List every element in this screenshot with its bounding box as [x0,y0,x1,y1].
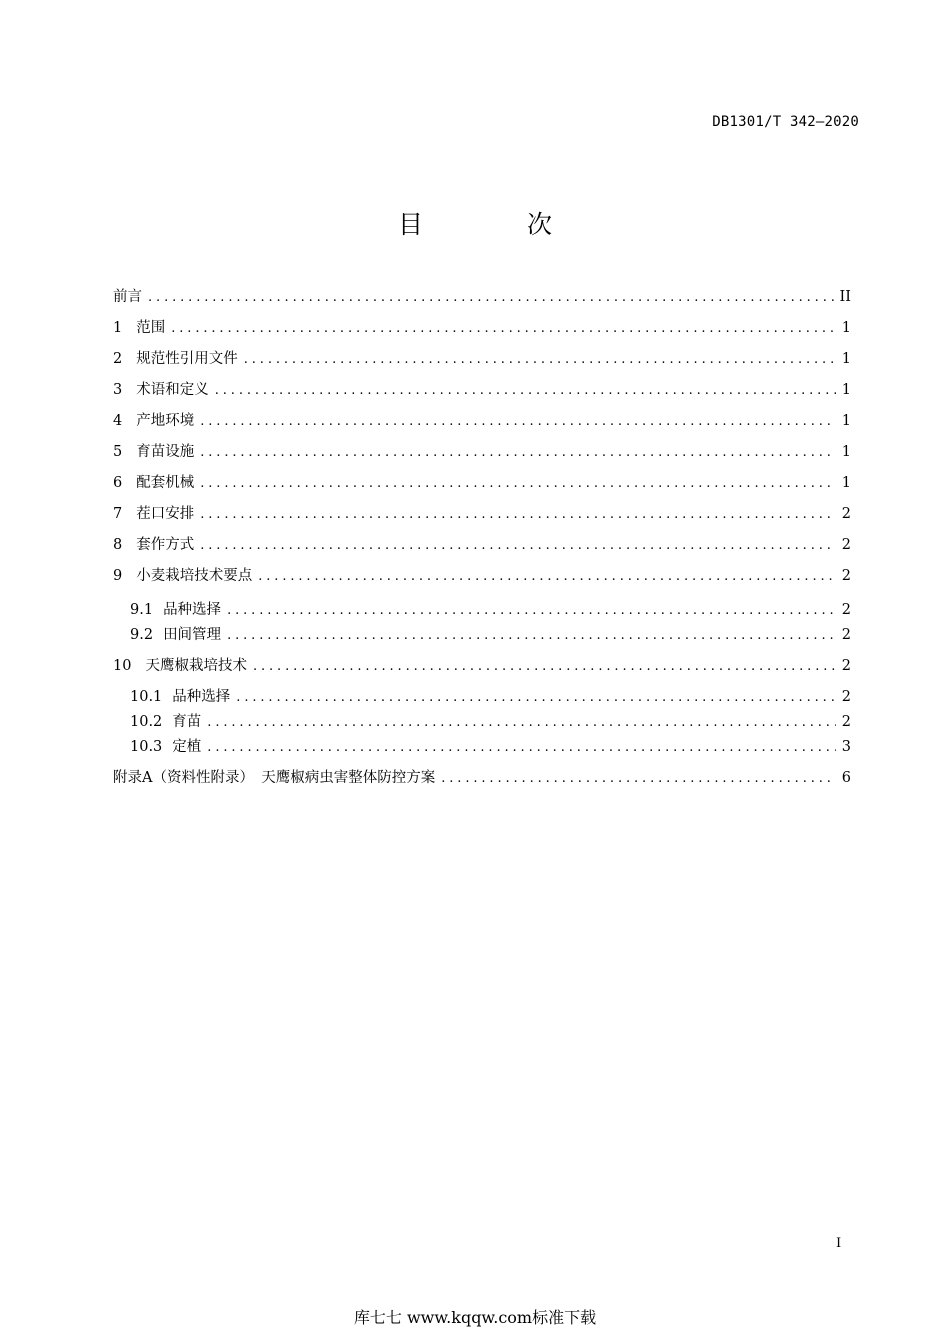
toc-entry-number: 1 [113,320,123,336]
toc-entry-page: 1 [841,382,851,398]
toc-entry-page: 2 [841,568,851,584]
page-title: 目 次 [398,210,600,239]
toc-entry-title: 前言 [113,289,142,305]
toc-entry-title: 育苗设施 [136,444,195,460]
toc-entry-label [113,285,142,306]
toc-leader-dots [244,352,836,367]
toc-entry-label [113,654,247,675]
toc-entry-page: 2 [841,537,851,553]
toc-leader-dots [200,476,836,491]
toc-entry-page: 2 [841,506,851,522]
toc-entry-label [113,440,194,461]
toc-entry-page: 2 [841,714,851,730]
toc-entry-page: 3 [841,739,851,755]
toc-entry-label [130,735,201,756]
toc-entry-title: 品种选择 [163,602,222,618]
toc-entry[interactable] [113,285,851,307]
toc-entry[interactable] [113,440,851,462]
toc-entry-number: 3 [113,382,123,398]
toc-entry-number: 9.1 [130,602,154,618]
toc-entry[interactable] [130,685,851,707]
toc-leader-dots [258,569,836,584]
toc-entry-label [130,623,221,644]
toc-entry-number: 9.2 [130,627,154,643]
toc-entry-page: 1 [841,351,851,367]
toc-leader-dots [215,383,836,398]
toc-entry-number: 2 [113,351,123,367]
toc-entry[interactable] [130,710,851,732]
toc-entry-page: 2 [841,658,851,674]
toc-entry-number: 4 [113,413,123,429]
toc-entry-title: 术语和定义 [136,382,209,398]
toc-entry-label [113,347,238,368]
toc-entry-page: 6 [841,770,851,786]
toc-entry-page: II [839,289,851,305]
toc-leader-dots [171,321,836,336]
toc-entry-page: 2 [841,602,851,618]
toc-entry-title: 规范性引用文件 [136,351,238,367]
toc-entry[interactable] [113,564,851,586]
toc-entry[interactable] [113,347,851,369]
toc-entry[interactable] [113,533,851,555]
toc-leader-dots [253,659,836,674]
toc-entry[interactable] [113,654,851,676]
toc-entry[interactable] [113,502,851,524]
toc-leader-dots [200,414,836,429]
toc-entry-title: 套作方式 [136,537,195,553]
toc-entry-page: 1 [841,320,851,336]
toc-leader-dots [200,507,836,522]
toc-entry[interactable] [113,766,851,788]
toc-leader-dots [227,603,836,618]
toc-entry-page: 2 [841,689,851,705]
toc-entry-page: 1 [841,475,851,491]
toc-entry-title: 小麦栽培技术要点 [136,568,253,584]
toc-entry-label [130,710,201,731]
watermark-text: 库七七 www.kqqw.com标准下载 [353,1308,597,1327]
toc-entry-number: 5 [113,444,123,460]
toc-entry-label [130,685,230,706]
toc-entry[interactable] [113,409,851,431]
toc-entry[interactable] [113,378,851,400]
toc-entry-number: 10.2 [130,714,163,730]
toc-entry-label [113,316,165,337]
toc-entry-number: 8 [113,537,123,553]
toc-leader-dots [200,538,836,553]
toc-entry-number: 6 [113,475,123,491]
toc-entry[interactable] [113,316,851,338]
toc-entry-label [113,409,194,430]
toc-entry-title: 附录A（资料性附录） 天鹰椒病虫害整体防控方案 [113,770,436,786]
document-code: DB1301/T 342—2020 [712,114,859,130]
toc-entry-number: 10 [113,658,132,674]
toc-leader-dots [441,771,836,786]
toc-entry-title: 定植 [172,739,202,755]
toc-entry-label [113,533,194,554]
toc-entry-page: 1 [841,444,851,460]
toc-entry-label [130,598,221,619]
toc-entry[interactable] [130,623,851,645]
toc-entry-label [113,378,209,399]
page-number: I [836,1236,842,1251]
toc-entry-title: 天鹰椒栽培技术 [145,658,247,674]
toc-entry-title: 田间管理 [163,627,222,643]
toc-entry-title: 茬口安排 [136,506,195,522]
toc-entry-title: 范围 [136,320,166,336]
toc-entry-label [113,766,435,787]
toc-entry-page: 1 [841,413,851,429]
toc-entry-title: 育苗 [172,714,202,730]
toc-entry-label [113,471,194,492]
toc-entry-label [113,564,252,585]
toc-entry-number: 10.3 [130,739,163,755]
toc-entry-number: 10.1 [130,689,163,705]
toc-entry-title: 配套机械 [136,475,195,491]
toc-entry-title: 产地环境 [136,413,195,429]
toc-leader-dots [227,628,836,643]
toc-entry[interactable] [130,735,851,757]
toc-leader-dots [148,290,834,305]
toc-entry-label [113,502,194,523]
toc-leader-dots [236,690,835,705]
toc-entry-number: 7 [113,506,123,522]
toc-entry-title: 品种选择 [172,689,231,705]
toc-leader-dots [207,715,835,730]
toc-entry-page: 2 [841,627,851,643]
toc-entry[interactable] [130,598,851,620]
toc-entry-number: 9 [113,568,123,584]
toc-entry[interactable] [113,471,851,493]
toc-leader-dots [207,740,835,755]
toc-leader-dots [200,445,836,460]
